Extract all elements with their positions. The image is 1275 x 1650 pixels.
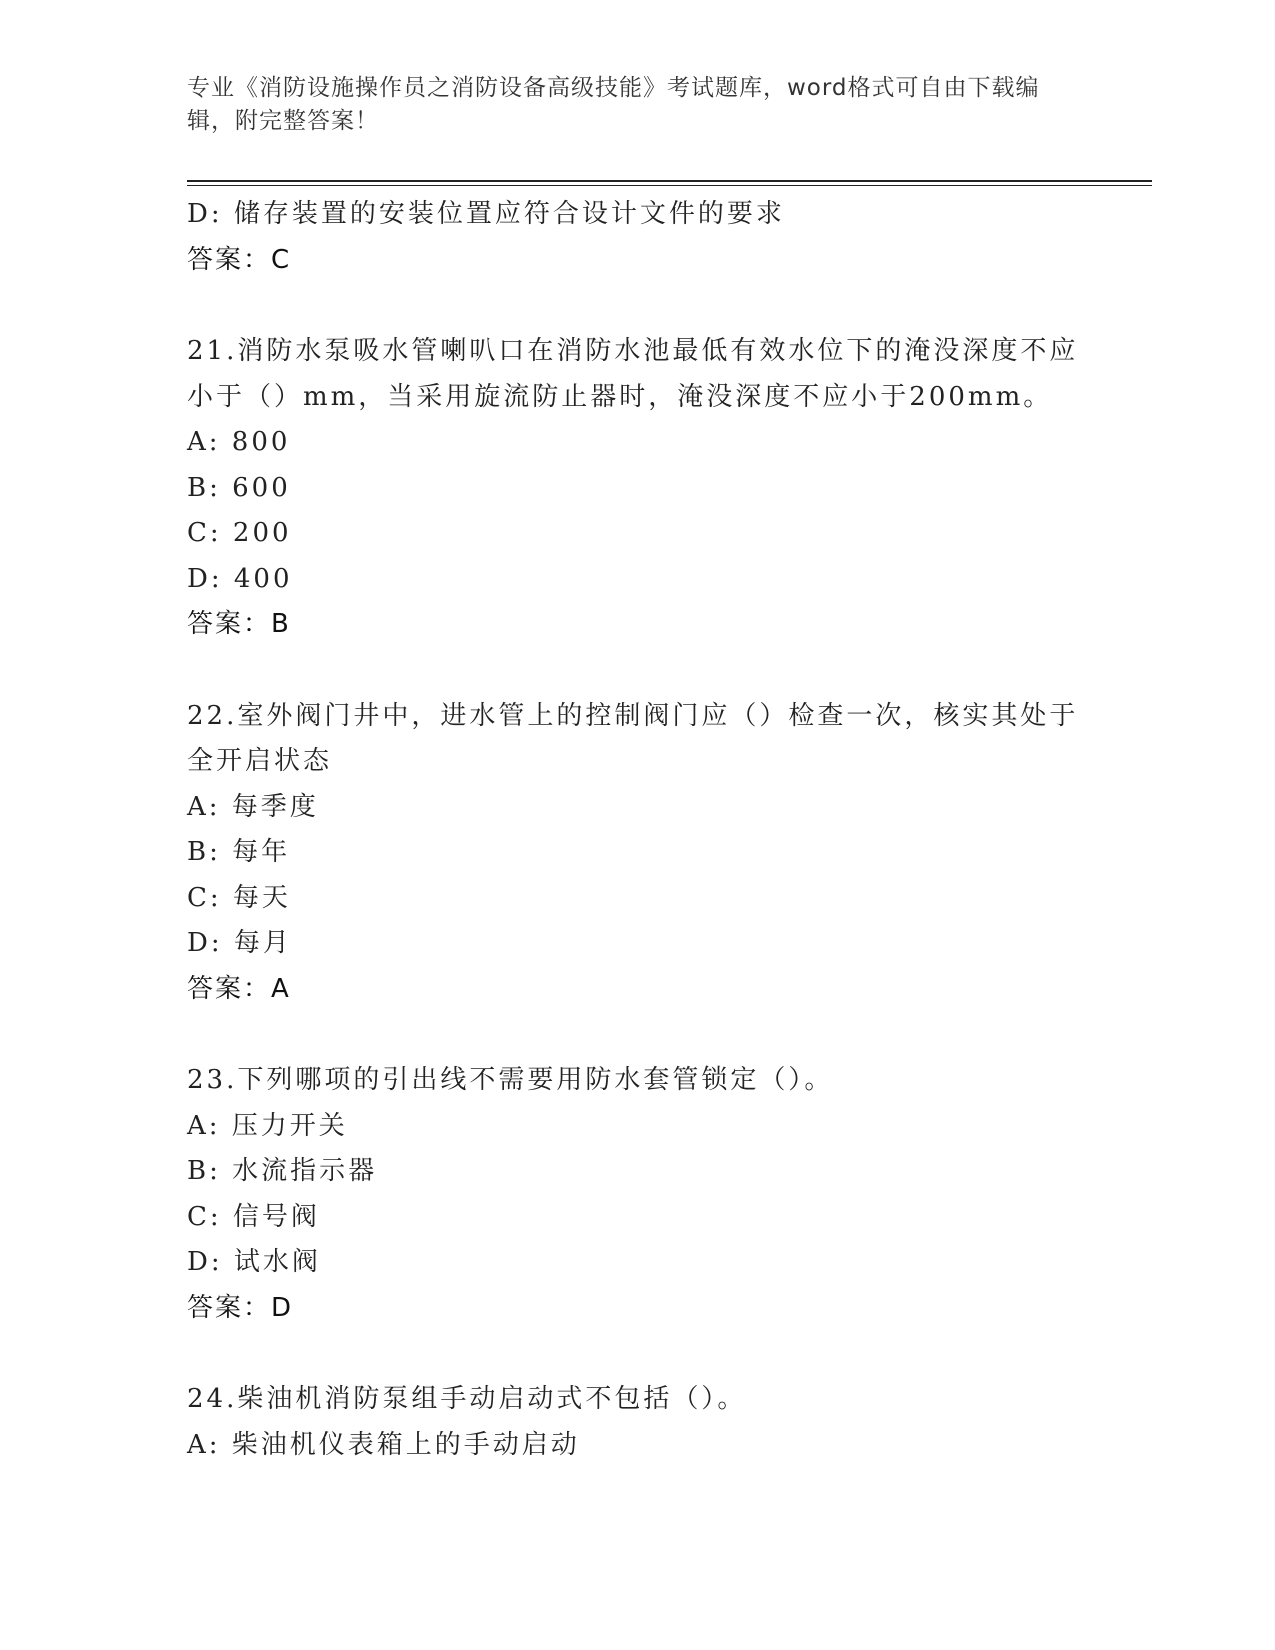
- option-d: D: 试水阀: [187, 1247, 321, 1277]
- question-21: [187, 329, 1087, 648]
- option-b: B: 水流指示器: [187, 1156, 378, 1186]
- question-22: [187, 694, 1087, 1013]
- question-stem: 21.消防水泵吸水管喇叭口在消防水池最低有效水位下的淹没深度不应: [187, 336, 1079, 366]
- header-divider-thick: [187, 180, 1152, 182]
- option-a: A: 800: [187, 427, 291, 457]
- question-stem: 小于（）mm，当采用旋流防止器时，淹没深度不应小于200mm。: [187, 381, 1053, 412]
- carryover-question: [187, 192, 1087, 283]
- question-content: [187, 192, 1087, 1468]
- question-23: [187, 1058, 1087, 1331]
- option-a: A: 柴油机仪表箱上的手动启动: [187, 1429, 580, 1460]
- option-d: D: 储存装置的安装位置应符合设计文件的要求: [187, 199, 785, 229]
- answer-line: 答案：A: [187, 973, 291, 1004]
- option-a: A: 压力开关: [187, 1110, 348, 1141]
- header-line-2: 辑，附完整答案！: [187, 108, 379, 134]
- option-b: B: 每年: [187, 837, 291, 867]
- option-d: D: 每月: [187, 928, 292, 958]
- header-divider-thin: [187, 185, 1152, 186]
- answer-line: 答案：C: [187, 244, 292, 275]
- header-line-1: 专业《消防设施操作员之消防设备高级技能》考试题库，word格式可自由下载编: [187, 75, 1040, 101]
- answer-line: 答案：D: [187, 1292, 294, 1323]
- document-header: [187, 72, 1067, 138]
- option-c: C: 每天: [187, 882, 291, 913]
- option-d: D: 400: [187, 563, 293, 594]
- question-stem: 24.柴油机消防泵组手动启动式不包括（）。: [187, 1384, 747, 1414]
- question-stem: 22.室外阀门井中，进水管上的控制阀门应（）检查一次，核实其处于: [187, 700, 1079, 731]
- option-c: C: 信号阀: [187, 1201, 320, 1232]
- option-a: A: 每季度: [187, 791, 319, 822]
- option-c: C: 200: [187, 518, 292, 548]
- question-24: [187, 1377, 1087, 1468]
- option-b: B: 600: [187, 472, 291, 503]
- question-stem: 全开启状态: [187, 746, 333, 776]
- answer-line: 答案：B: [187, 609, 291, 639]
- question-stem: 23.下列哪项的引出线不需要用防水套管锁定（）。: [187, 1065, 834, 1095]
